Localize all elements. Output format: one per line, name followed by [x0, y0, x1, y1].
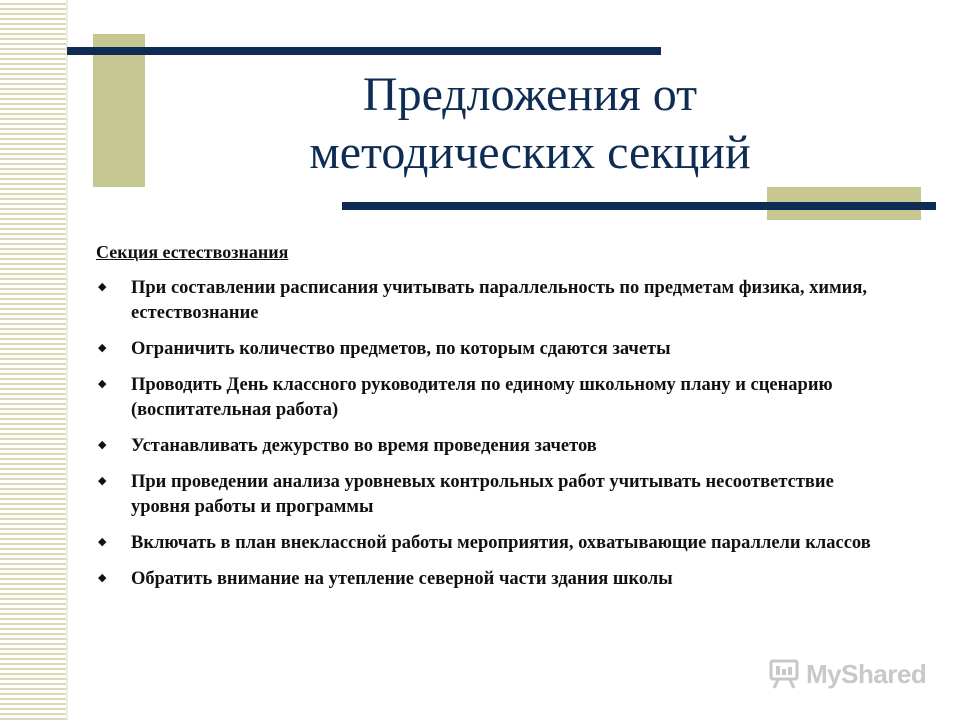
- slide-title: [200, 66, 860, 182]
- diamond-bullet-icon: ◆: [98, 536, 107, 548]
- content-area: [96, 240, 896, 603]
- diamond-bullet-icon: ◆: [98, 439, 107, 451]
- diamond-bullet-icon: ◆: [98, 378, 107, 390]
- list-item: [96, 337, 896, 362]
- list-item: [96, 434, 896, 459]
- watermark: [768, 657, 926, 691]
- bullet-list: [96, 276, 896, 592]
- decor-line-bottom: [342, 202, 936, 210]
- list-item-text: Проводить День классного руководителя по единому школьному плану и сценарию (воспитательная работа): [131, 375, 833, 420]
- diamond-bullet-icon: ◆: [98, 342, 107, 354]
- list-item-text: Обратить внимание на утепление северной части здания школы: [131, 569, 673, 589]
- decor-line-top: [67, 47, 661, 55]
- title-line-1: Предложения от: [362, 68, 698, 121]
- list-item: [96, 531, 896, 556]
- diamond-bullet-icon: ◆: [98, 572, 107, 584]
- list-item: [96, 567, 896, 592]
- watermark-text: MyShared: [806, 658, 927, 689]
- title-line-2: методических секций: [309, 126, 751, 179]
- list-item: [96, 470, 896, 520]
- list-item-text: При проведении анализа уровневых контрольных работ учитывать несоответствие уровня работы и программы: [131, 472, 834, 517]
- diamond-bullet-icon: ◆: [98, 475, 107, 487]
- left-stripe-decoration: [0, 0, 68, 720]
- list-item-text: Устанавливать дежурство во время проведения зачетов: [131, 436, 597, 456]
- diamond-bullet-icon: ◆: [98, 281, 107, 293]
- list-item-text: При составлении расписания учитывать параллельность по предметам физика, химия, естествознание: [131, 278, 867, 323]
- list-item: [96, 373, 896, 423]
- section-heading: Секция естествознания: [96, 242, 289, 262]
- list-item-text: Включать в план внеклассной работы мероприятия, охватывающие параллели классов: [131, 533, 871, 553]
- decor-block-top-left: [93, 34, 145, 187]
- list-item: [96, 276, 896, 326]
- list-item-text: Ограничить количество предметов, по которым сдаются зачеты: [131, 339, 671, 359]
- presentation-board-icon: [768, 657, 802, 691]
